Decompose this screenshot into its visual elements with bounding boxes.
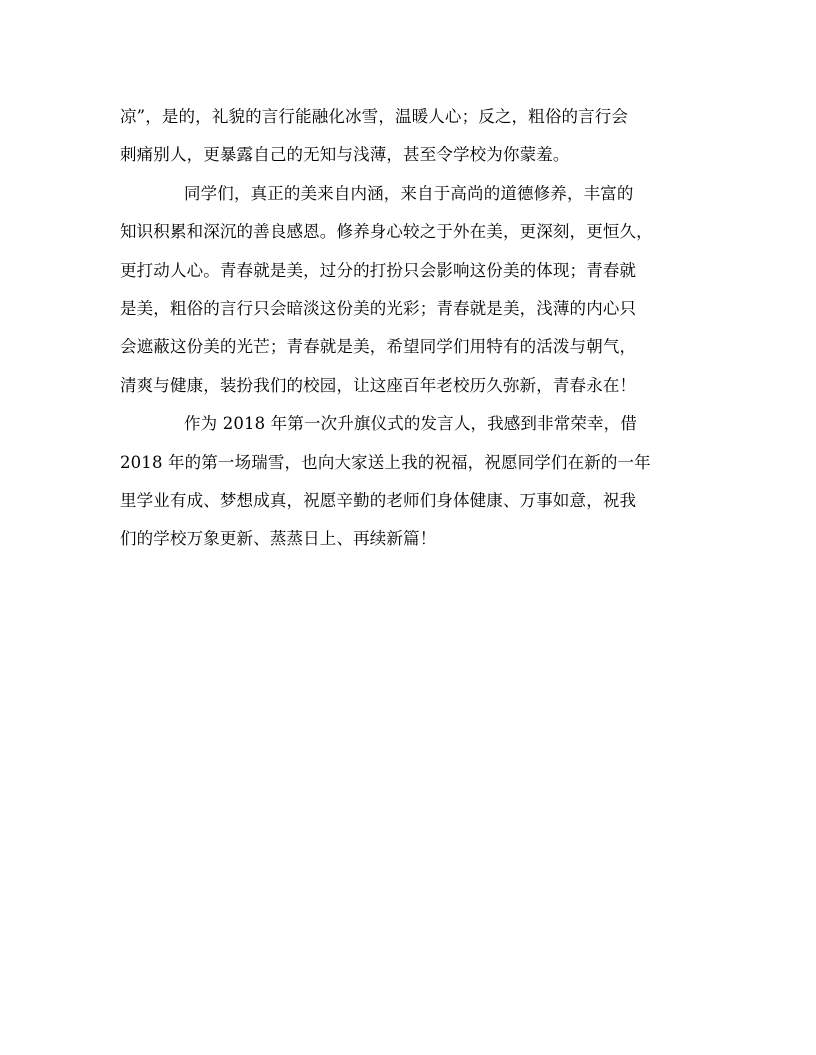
- document-body: [120, 98, 700, 559]
- text-line: 2018 年的第一场瑞雪，也向大家送上我的祝福，祝愿同学们在新的一年: [120, 452, 651, 472]
- text-line: 会遮蔽这份美的光芒；青春就是美，希望同学们用特有的活泼与朝气，: [120, 337, 637, 357]
- text-line: 更打动人心。青春就是美，过分的打扮只会影响这份美的体现；青春就: [120, 260, 637, 280]
- paragraph-closing-wishes: [120, 405, 700, 559]
- text-line: 知识积累和深沉的善良感恩。修养身心较之于外在美，更深刻，更恒久，: [120, 222, 653, 242]
- text-line: 同学们，真正的美来自内涵，来自于高尚的道德修养，丰富的: [184, 183, 634, 203]
- text-line: 里学业有成、梦想成真，祝愿辛勤的老师们身体健康、万事如意，祝我: [120, 490, 637, 510]
- text-line: 刺痛别人，更暴露自己的无知与浅薄，甚至令学校为你蒙羞。: [120, 145, 570, 165]
- paragraph-true-beauty: [120, 175, 700, 405]
- text-line: 是美，粗俗的言行只会暗淡这份美的光彩；青春就是美，浅薄的内心只: [120, 298, 637, 318]
- text-line: 凉”，是的，礼貌的言行能融化冰雪，温暖人心；反之，粗俗的言行会: [120, 107, 629, 126]
- text-line: 作为 2018 年第一次升旗仪式的发言人，我感到非常荣幸，借: [184, 414, 637, 434]
- text-line: 们的学校万象更新、蒸蒸日上、再续新篇！: [120, 529, 437, 549]
- text-line: 清爽与健康，装扮我们的校园，让这座百年老校历久弥新，青春永在！: [120, 375, 637, 395]
- paragraph-continuation: [120, 98, 700, 175]
